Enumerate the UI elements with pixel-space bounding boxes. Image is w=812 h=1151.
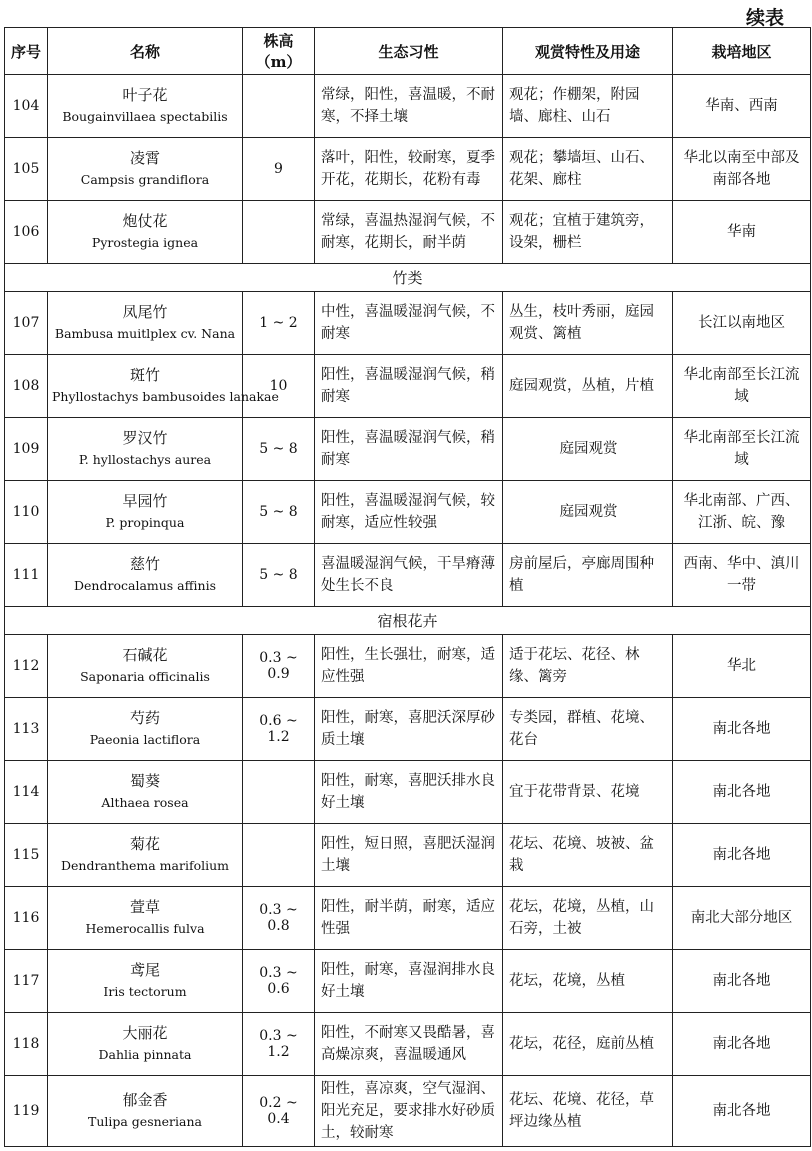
ornamental-cell: 专类园，群植、花境、花台 (503, 698, 673, 761)
latin-name: Bougainvillaea spectabilis (62, 109, 228, 124)
plant-name-cell (48, 887, 243, 950)
row-number: 119 (5, 1076, 48, 1147)
table-row (5, 75, 811, 138)
latin-name: Althaea rosea (101, 795, 189, 810)
plant-name-cell (48, 698, 243, 761)
ornamental-cell: 庭园观赏，丛植，片植 (503, 355, 673, 418)
ecology-cell: 阳性，喜凉爽，空气湿润、阳光充足，要求排水好砂质土，较耐寒 (315, 1076, 503, 1147)
row-number: 104 (5, 75, 48, 138)
plant-table (4, 27, 811, 1147)
table-row (5, 1013, 811, 1076)
latin-name: P. propinqua (105, 515, 185, 530)
plant-height: 1 ~ 2 (243, 292, 315, 355)
chinese-name: 郁金香 (122, 1091, 168, 1109)
plant-height: 5 ~ 8 (243, 544, 315, 607)
ornamental-cell: 适于花坛、花径、林缘、篱旁 (503, 635, 673, 698)
chinese-name: 鸢尾 (129, 961, 160, 979)
chinese-name: 芍药 (129, 709, 160, 727)
region-cell: 华北南部至长江流域 (673, 355, 811, 418)
row-number: 106 (5, 201, 48, 264)
region-cell: 南北各地 (673, 950, 811, 1013)
row-number: 112 (5, 635, 48, 698)
plant-height: 5 ~ 8 (243, 481, 315, 544)
plant-height (243, 761, 315, 824)
table-row (5, 698, 811, 761)
region-cell: 南北各地 (673, 698, 811, 761)
ornamental-cell: 观花；宜植于建筑旁，设架，栅栏 (503, 201, 673, 264)
row-number: 118 (5, 1013, 48, 1076)
plant-name-cell (48, 418, 243, 481)
plant-height: 0.2 ~ 0.4 (243, 1076, 315, 1147)
ecology-cell: 常绿，喜温热湿润气候，不耐寒，花期长，耐半荫 (315, 201, 503, 264)
ecology-cell: 落叶，阳性，较耐寒，夏季开花，花期长，花粉有毒 (315, 138, 503, 201)
plant-name-cell (48, 292, 243, 355)
latin-name: Iris tectorum (103, 984, 187, 999)
region-cell: 长江以南地区 (673, 292, 811, 355)
region-cell: 华北 (673, 635, 811, 698)
ornamental-cell: 花坛，花境，丛植，山石旁，土被 (503, 887, 673, 950)
row-number: 115 (5, 824, 48, 887)
chinese-name: 罗汉竹 (122, 429, 168, 447)
latin-name: Dahlia pinnata (98, 1047, 192, 1062)
section-title: 宿根花卉 (5, 607, 811, 635)
plant-name-cell (48, 635, 243, 698)
region-cell: 华南 (673, 201, 811, 264)
region-cell: 南北大部分地区 (673, 887, 811, 950)
plant-height: 9 (243, 138, 315, 201)
table-body (5, 75, 811, 1147)
section-title: 竹类 (5, 264, 811, 292)
chinese-name: 石碱花 (122, 646, 168, 664)
ornamental-cell: 花坛，花径，庭前丛植 (503, 1013, 673, 1076)
table-row (5, 887, 811, 950)
section-row (5, 264, 811, 292)
header-region: 栽培地区 (673, 28, 811, 75)
ecology-cell: 阳性，喜温暖湿润气候，稍耐寒 (315, 355, 503, 418)
plant-name-cell (48, 544, 243, 607)
ecology-cell: 阳性，耐寒，喜肥沃深厚砂质土壤 (315, 698, 503, 761)
row-number: 110 (5, 481, 48, 544)
ecology-cell: 常绿，阳性，喜温暖，不耐寒，不择土壤 (315, 75, 503, 138)
plant-height: 0.3 ~ 1.2 (243, 1013, 315, 1076)
plant-height: 0.6 ~ 1.2 (243, 698, 315, 761)
region-cell: 南北各地 (673, 1076, 811, 1147)
ornamental-cell: 观花；作棚架，附园墙、廊柱、山石 (503, 75, 673, 138)
plant-height (243, 824, 315, 887)
latin-name: Tulipa gesneriana (87, 1114, 202, 1129)
plant-name-cell (48, 138, 243, 201)
latin-name: Phyllostachys bambusoides lanakae (52, 389, 279, 404)
table-row (5, 138, 811, 201)
ecology-cell: 阳性，短日照，喜肥沃湿润土壤 (315, 824, 503, 887)
latin-name: Bambusa muitlplex cv. Nana (54, 326, 236, 341)
chinese-name: 炮仗花 (122, 212, 168, 230)
region-cell: 华北南部、广西、江浙、皖、豫 (673, 481, 811, 544)
ecology-cell: 阳性，喜温暖湿润气候，稍耐寒 (315, 418, 503, 481)
chinese-name: 叶子花 (122, 86, 168, 104)
header-height: 株高（m） (243, 28, 315, 75)
plant-name-cell (48, 761, 243, 824)
plant-height (243, 201, 315, 264)
header-ecology: 生态习性 (315, 28, 503, 75)
ecology-cell: 中性，喜温暖湿润气候，不耐寒 (315, 292, 503, 355)
plant-height: 10 (243, 355, 315, 418)
header-ornamental: 观赏特性及用途 (503, 28, 673, 75)
table-row (5, 544, 811, 607)
plant-name-cell (48, 1076, 243, 1147)
region-cell: 华北南部至长江流域 (673, 418, 811, 481)
continued-label: 续表 (745, 7, 784, 29)
table-row (5, 418, 811, 481)
ornamental-cell: 丛生，枝叶秀丽，庭园观赏、篱植 (503, 292, 673, 355)
region-cell: 华南、西南 (673, 75, 811, 138)
chinese-name: 斑竹 (129, 366, 160, 384)
region-cell: 南北各地 (673, 761, 811, 824)
ornamental-cell: 观花；攀墙垣、山石、花架、廊柱 (503, 138, 673, 201)
latin-name: Pyrostegia ignea (91, 235, 199, 250)
latin-name: Saponaria officinalis (80, 669, 210, 684)
plant-height: 0.3 ~ 0.6 (243, 950, 315, 1013)
ornamental-cell: 庭园观赏 (503, 481, 673, 544)
latin-name: Hemerocallis fulva (85, 921, 205, 936)
latin-name: Dendranthema marifolium (60, 858, 230, 873)
table-row (5, 292, 811, 355)
latin-name: Paeonia lactiflora (89, 732, 201, 747)
plant-height (243, 75, 315, 138)
ecology-cell: 阳性，耐半荫，耐寒，适应性强 (315, 887, 503, 950)
chinese-name: 萱草 (129, 898, 160, 916)
region-cell: 西南、华中、滇川一带 (673, 544, 811, 607)
plant-name-cell (48, 75, 243, 138)
table-row (5, 201, 811, 264)
ecology-cell: 阳性，生长强壮，耐寒，适应性强 (315, 635, 503, 698)
header-name: 名称 (48, 28, 243, 75)
plant-name-cell (48, 950, 243, 1013)
table-row (5, 950, 811, 1013)
chinese-name: 大丽花 (122, 1024, 168, 1042)
chinese-name: 蜀葵 (129, 772, 160, 790)
region-cell: 南北各地 (673, 824, 811, 887)
ecology-cell: 阳性，喜温暖湿润气候，较耐寒，适应性较强 (315, 481, 503, 544)
plant-name-cell (48, 481, 243, 544)
chinese-name: 凌霄 (129, 149, 160, 167)
table-header-row (5, 28, 811, 75)
latin-name: P. hyllostachys aurea (78, 452, 212, 467)
plant-height: 0.3 ~ 0.8 (243, 887, 315, 950)
table-row (5, 635, 811, 698)
row-number: 117 (5, 950, 48, 1013)
plant-height: 0.3 ~ 0.9 (243, 635, 315, 698)
ornamental-cell: 宜于花带背景、花境 (503, 761, 673, 824)
section-row (5, 607, 811, 635)
header-no: 序号 (5, 28, 48, 75)
chinese-name: 慈竹 (129, 555, 160, 573)
ornamental-cell: 庭园观赏 (503, 418, 673, 481)
row-number: 109 (5, 418, 48, 481)
ecology-cell: 阳性，耐寒，喜肥沃排水良好土壤 (315, 761, 503, 824)
row-number: 114 (5, 761, 48, 824)
ornamental-cell: 花坛、花境、花径，草坪边缘丛植 (503, 1076, 673, 1147)
row-number: 113 (5, 698, 48, 761)
row-number: 116 (5, 887, 48, 950)
ecology-cell: 阳性，不耐寒又畏酷暑，喜高燥凉爽，喜温暖通风 (315, 1013, 503, 1076)
chinese-name: 菊花 (129, 835, 160, 853)
ornamental-cell: 房前屋后，亭廊周围种植 (503, 544, 673, 607)
table-row (5, 1076, 811, 1147)
region-cell: 华北以南至中部及南部各地 (673, 138, 811, 201)
region-cell: 南北各地 (673, 1013, 811, 1076)
table-row (5, 761, 811, 824)
plant-name-cell (48, 824, 243, 887)
row-number: 108 (5, 355, 48, 418)
row-number: 111 (5, 544, 48, 607)
chinese-name: 早园竹 (122, 492, 168, 510)
table-row (5, 481, 811, 544)
plant-name-cell (48, 201, 243, 264)
plant-name-cell (48, 1013, 243, 1076)
chinese-name: 凤尾竹 (122, 303, 168, 321)
row-number: 105 (5, 138, 48, 201)
ornamental-cell: 花坛、花境、坡被、盆栽 (503, 824, 673, 887)
latin-name: Dendrocalamus affinis (74, 578, 216, 593)
plant-height: 5 ~ 8 (243, 418, 315, 481)
latin-name: Campsis grandiflora (80, 172, 210, 187)
table-row (5, 824, 811, 887)
row-number: 107 (5, 292, 48, 355)
ornamental-cell: 花坛，花境，丛植 (503, 950, 673, 1013)
ecology-cell: 阳性，耐寒，喜湿润排水良好土壤 (315, 950, 503, 1013)
ecology-cell: 喜温暖湿润气候，干旱瘠薄处生长不良 (315, 544, 503, 607)
table-row (5, 355, 811, 418)
